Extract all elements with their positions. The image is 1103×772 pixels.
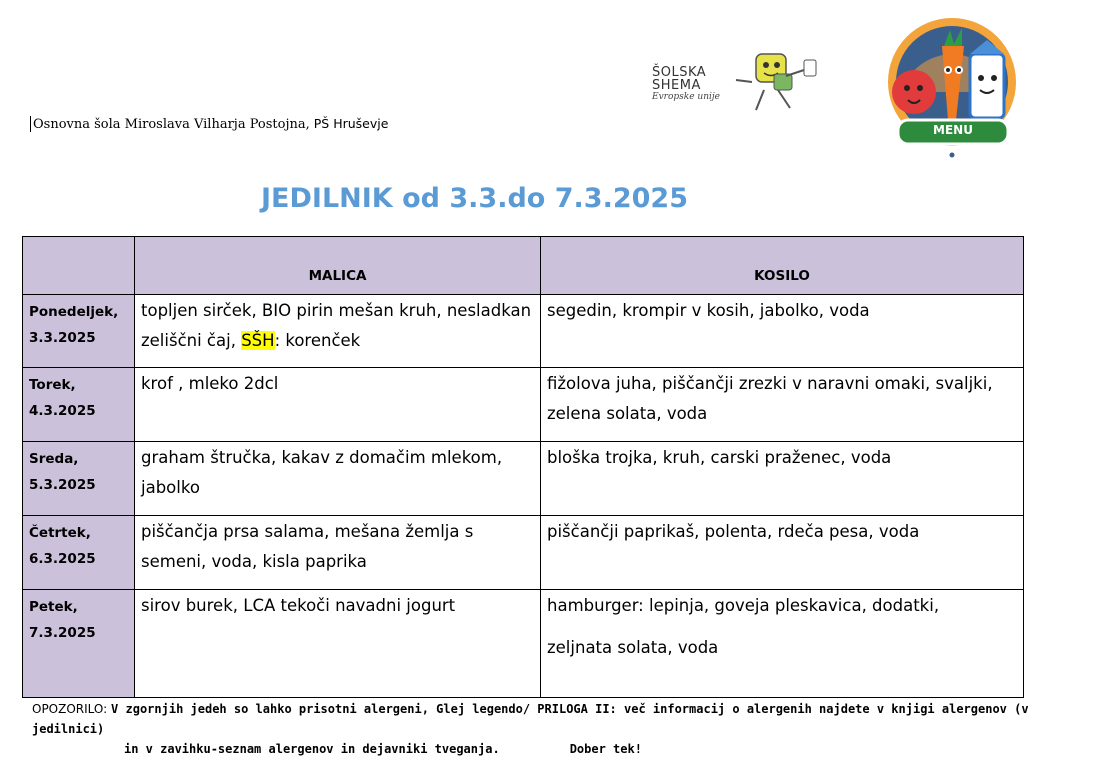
table-row bbox=[23, 368, 1024, 442]
table-row bbox=[23, 295, 1024, 368]
day-name: Sreda, bbox=[29, 451, 79, 467]
logo-shema-line2: SHEMA bbox=[652, 78, 701, 93]
malica-cell: sirov burek, LCA tekoči navadni jogurt bbox=[135, 590, 541, 698]
kosilo-cell: segedin, krompir v kosih, jabolko, voda bbox=[541, 295, 1024, 368]
menu-logo-word: MENU bbox=[933, 123, 973, 137]
menu-table bbox=[22, 236, 1024, 698]
school-branch: PŠ Hruševje bbox=[313, 116, 389, 131]
mascot-icon bbox=[734, 46, 830, 118]
table-row bbox=[23, 516, 1024, 590]
header-malica: MALICA bbox=[135, 237, 541, 295]
page-title: JEDILNIK od 3.3.do 7.3.2025 bbox=[261, 183, 688, 214]
kosilo-cell: piščančji paprikaš, polenta, rdeča pesa, voda bbox=[541, 516, 1024, 590]
school-name-line bbox=[30, 116, 388, 132]
kosilo-text: hamburger: lepinja, goveja pleskavica, dodatki, bbox=[547, 596, 940, 615]
logo-shema-line1: ŠOLSKA bbox=[652, 65, 707, 80]
malica-cell: piščančja prsa salama, mešana žemlja s semeni, voda, kisla paprika bbox=[135, 516, 541, 590]
notice-line2: in v zavihku-seznam alergenov in dejavniki tveganja. bbox=[124, 742, 500, 756]
header-kosilo: KOSILO bbox=[541, 237, 1024, 295]
notice-label: OPOZORILO: bbox=[32, 702, 108, 716]
day-cell bbox=[23, 590, 135, 698]
solska-shema-logo bbox=[648, 40, 834, 124]
table-row bbox=[23, 442, 1024, 516]
day-date: 7.3.2025 bbox=[29, 625, 96, 641]
logo-shema-line3: Evropske unije bbox=[652, 92, 720, 102]
day-date: 3.3.2025 bbox=[29, 330, 96, 346]
day-name: Torek, bbox=[29, 377, 76, 393]
malica-cell: graham štručka, kakav z domačim mlekom, jabolko bbox=[135, 442, 541, 516]
day-cell bbox=[23, 516, 135, 590]
allergen-notice bbox=[32, 699, 1092, 759]
malica-text-end: : korenček bbox=[274, 331, 361, 350]
ssh-highlight: SŠH bbox=[241, 331, 275, 350]
kosilo-text-2: zeljnata solata, voda bbox=[547, 638, 719, 657]
notice-closing: Dober tek! bbox=[569, 742, 642, 756]
kosilo-cell: fižolova juha, piščančji zrezki v naravni omaki, svaljki, zelena solata, voda bbox=[541, 368, 1024, 442]
day-cell bbox=[23, 442, 135, 516]
notice-line1: V zgornjih jedeh so lahko prisotni alergeni, Glej legendo/ PRILOGA II: več informacij o alergenih najdete v knjigi alergenov (v jedilnici) bbox=[32, 702, 1029, 736]
malica-cell bbox=[135, 295, 541, 368]
header-empty bbox=[23, 237, 135, 295]
day-date: 5.3.2025 bbox=[29, 477, 96, 493]
day-cell bbox=[23, 368, 135, 442]
school-name: Osnovna šola Miroslava Vilharja Postojna, bbox=[33, 117, 310, 132]
table-row bbox=[23, 590, 1024, 698]
day-date: 4.3.2025 bbox=[29, 403, 96, 419]
day-name: Petek, bbox=[29, 599, 78, 615]
day-cell bbox=[23, 295, 135, 368]
kosilo-cell bbox=[541, 590, 1024, 698]
kosilo-cell: bloška trojka, kruh, carski praženec, voda bbox=[541, 442, 1024, 516]
malica-cell: krof , mleko 2dcl bbox=[135, 368, 541, 442]
day-name: Ponedeljek, bbox=[29, 304, 119, 320]
day-name: Četrtek, bbox=[29, 525, 91, 541]
menu-logo bbox=[884, 16, 1022, 158]
malica-text: topljen sirček, BIO pirin mešan kruh, nesladkan zeliščni čaj, bbox=[141, 301, 532, 350]
table-header-row bbox=[23, 237, 1024, 295]
day-date: 6.3.2025 bbox=[29, 551, 96, 567]
